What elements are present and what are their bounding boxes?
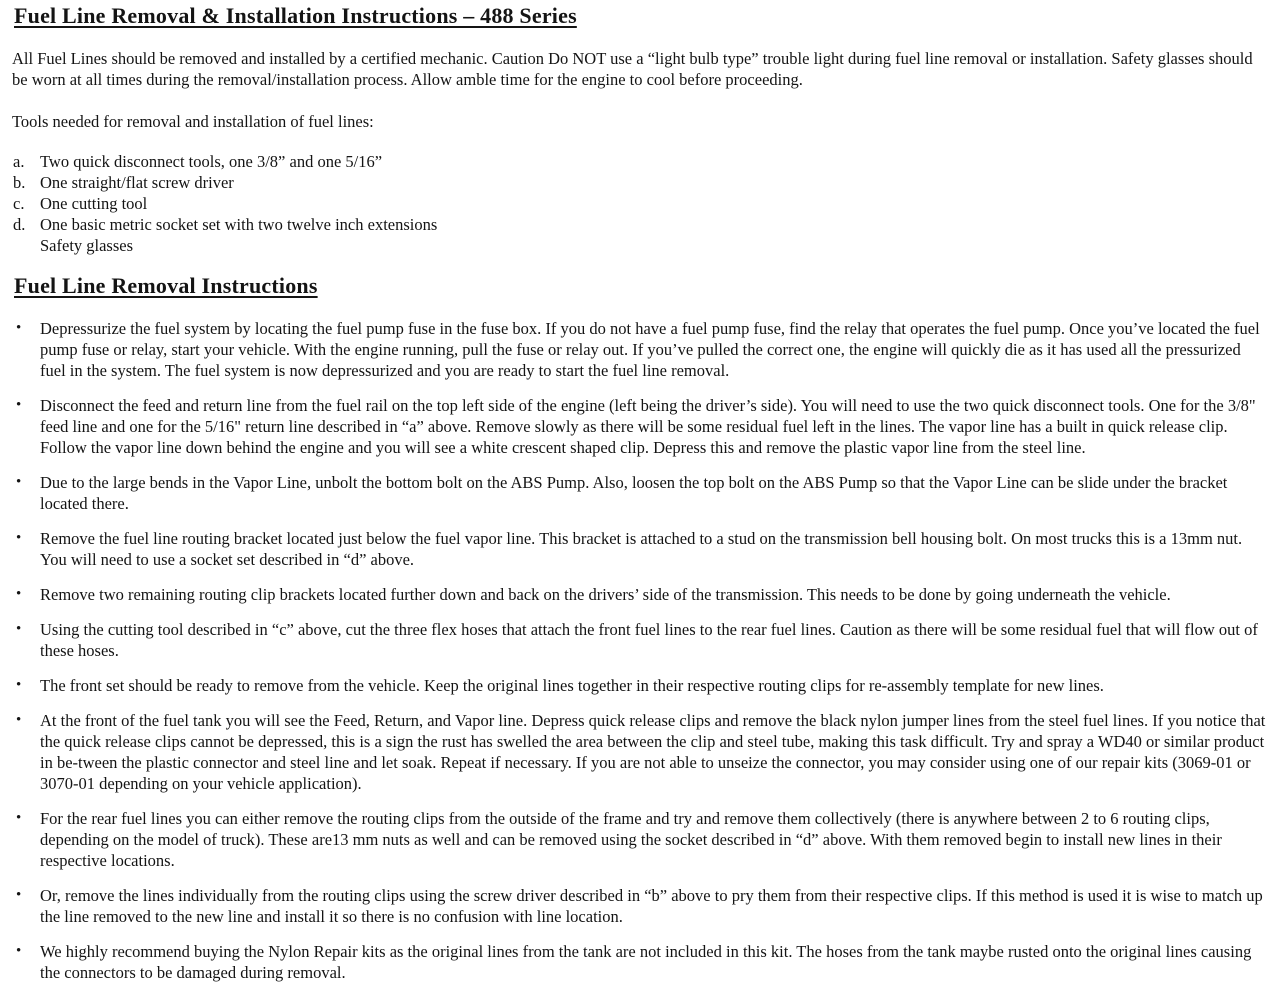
bullet-text: For the rear fuel lines you can either remove the routing clips from the outside of the frame and try and remove them collectively (there is anywhere between 2 to 6 routing clips, depending on the model of truck). These are13 mm nuts as well and can be removed using the socket described in “d” above. With them removed begin to install new lines in their respective locations. [40,809,1222,870]
bullet-text: Remove the fuel line routing bracket located just below the fuel vapor line. This bracket is attached to a stud on the transmission bell housing bolt. On most trucks this is a 13mm nut. You will need to use a socket set described in “d” above. [40,529,1243,569]
tool-marker: d. [13,215,26,234]
tool-continuation: Safety glasses [40,236,134,255]
bullet-item [12,941,1266,983]
bullet-icon: • [16,810,22,826]
bullet-item [12,885,1266,927]
tools-list [12,151,1266,256]
bullet-text: Due to the large bends in the Vapor Line, unbolt the bottom bolt on the ABS Pump. Also, loosen the top bolt on the ABS Pump so that the Vapor Line can be slide under the bracket located there. [40,473,1228,513]
bullet-icon: • [16,530,22,546]
bullet-icon: • [16,943,22,959]
bullet-item [12,710,1266,794]
bullet-text: At the front of the fuel tank you will see the Feed, Return, and Vapor line. Depress quick release clips and remove the black nylon jumper lines from the steel fuel lines. If you notice that the quick release clips cannot be depressed, this is a sign the rust has swelled the area between the clip and steel tube, making this task difficult. Try and spray a WD40 or similar product in be-tween the plastic connector and steel line and let soak. Repeat if necessary. If you are not able to unseize the connector, you may consider using one of our repair kits (3069-01 or 3070-01 depending on your vehicle application). [40,711,1266,793]
bullet-icon: • [16,320,22,336]
bullet-icon: • [16,712,22,728]
bullet-item [12,472,1266,514]
bullet-item [12,808,1266,871]
bullet-icon: • [16,397,22,413]
bullet-text: Depressurize the fuel system by locating the fuel pump fuse in the fuse box. If you do not have a fuel pump fuse, find the relay that operates the fuel pump. Once you’ve located the fuel pump fuse or relay, start your vehicle. With the engine running, pull the fuse or relay out. If you’ve pulled the correct one, the engine will quickly die as it has used all the pressurized fuel in the system. The fuel system is now depressurized and you are ready to start the fuel line removal. [40,319,1260,380]
tools-intro: Tools needed for removal and installation of fuel lines: [12,112,374,131]
bullet-text: Disconnect the feed and return line from the fuel rail on the top left side of the engine (left being the driver’s side). You will need to use the two quick disconnect tools. One for the 3/8" feed line and one for the 5/16" return line described in “a” above. Remove slowly as there will be some residual fuel left in the lines. The vapor line has a built in quick release clip. Follow the vapor line down behind the engine and you will see a white crescent shaped clip. Depress this and remove the plastic vapor line from the steel line. [40,396,1256,457]
bullet-icon: • [16,887,22,903]
bullet-item [12,395,1266,458]
bullet-list [12,318,1266,983]
section-heading: Fuel Line Removal Instructions [14,273,318,298]
bullet-icon: • [16,586,22,602]
tool-marker: a. [13,152,25,171]
bullet-text: Remove two remaining routing clip brackets located further down and back on the drivers’ side of the transmission. This needs to be done by going underneath the vehicle. [40,585,1171,604]
bullet-item [12,584,1266,605]
tool-item [12,151,1266,172]
tool-marker: c. [13,194,25,213]
tool-marker: b. [13,173,26,192]
bullet-icon: • [16,474,22,490]
tool-item [12,193,1266,214]
tool-text: One basic metric socket set with two twelve inch extensions [40,215,438,234]
doc-title: Fuel Line Removal & Installation Instructions – 488 Series [14,3,577,28]
bullet-icon: • [16,621,22,637]
bullet-item [12,318,1266,381]
bullet-item [12,619,1266,661]
tool-text: One cutting tool [40,194,148,213]
tool-text: Two quick disconnect tools, one 3/8” and one 5/16” [40,152,383,171]
bullet-text: The front set should be ready to remove from the vehicle. Keep the original lines together in their respective routing clips for re-assembly template for new lines. [40,676,1104,695]
intro-paragraph: All Fuel Lines should be removed and installed by a certified mechanic. Caution Do NOT use a “light bulb type” trouble light during fuel line removal or installation. Safety glasses should be worn at all times during the removal/installation process. Allow amble time for the engine to cool before proceeding. [12,49,1253,89]
tool-item [12,214,1266,235]
bullet-text: Using the cutting tool described in “c” above, cut the three flex hoses that attach the front fuel lines to the rear fuel lines. Caution as there will be some residual fuel that will flow out of these hoses. [40,620,1258,660]
bullet-text: We highly recommend buying the Nylon Repair kits as the original lines from the tank are not included in this kit. The hoses from the tank maybe rusted onto the original lines causing the connectors to be damaged during removal. [40,942,1252,982]
bullet-item [12,528,1266,570]
tool-text: One straight/flat screw driver [40,173,234,192]
bullet-text: Or, remove the lines individually from the routing clips using the screw driver described in “b” above to pry them from their respective clips. If this method is used it is wise to match up the line removed to the new line and install it so there is no confusion with line location. [40,886,1263,926]
tool-item [12,172,1266,193]
bullet-icon: • [16,677,22,693]
bullet-item [12,675,1266,696]
